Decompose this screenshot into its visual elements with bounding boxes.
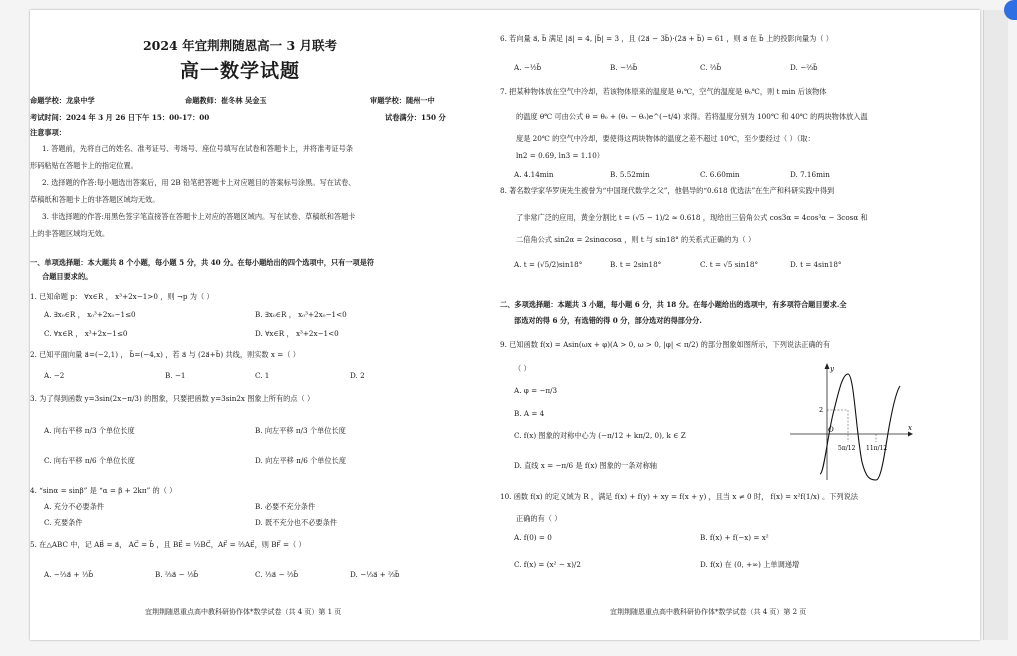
q8-option-c: C. t = √5 sin18° — [700, 260, 759, 269]
q6-option-c: C. ⅔b⃗ — [700, 63, 722, 72]
graph-y-label: y — [830, 365, 834, 373]
q3-option-c: C. 向右平移 π/6 个单位长度 — [44, 456, 135, 465]
q3-option-a: A. 向右平移 π/3 个单位长度 — [44, 426, 135, 435]
q1-option-b: B. ∃x₀∈R ， x₀³+2x₀−1<0 — [255, 310, 347, 319]
note-line: 2. 选择题的作答:每小题选出答案后，用 2B 铅笔把答题卡上对应题目的答案标号涂黑。写在试卷、 — [42, 178, 356, 187]
q1-option-c: C. ∀x∈R ， x³+2x−1≤0 — [44, 329, 128, 338]
q10-option-b: B. f(x) + f(−x) = x² — [700, 533, 769, 542]
question-7-line: 7. 把某种物体放在空气中冷却，若该物体原来的温度是 θ₁℃，空气的温度是 θ₀℃，则 t min 后该物体 — [500, 87, 827, 96]
q8-option-d: D. t = 4sin18° — [790, 260, 842, 269]
question-9-stem: 9. 已知函数 f(x) = Asin(ωx + φ)(A > 0, ω > 0, |φ| < π/2) 的部分图象如图所示，下列说法正确的有 — [500, 340, 831, 349]
page-2 — [500, 10, 920, 630]
q1-option-d: D. ∀x∈R ， x³+2x−1<0 — [255, 329, 339, 338]
q10-option-d: D. f(x) 在 (0, +∞) 上单调递增 — [700, 560, 800, 569]
q6-option-d: D. −⅔b⃗ — [790, 63, 818, 72]
q7-option-a: A. 4.14min — [514, 170, 554, 179]
question-5-stem: 5. 在△ABC 中，记 AB⃗ = a⃗， AC⃗ = b⃗ ，且 BE⃗ = ½BC⃗，AF⃗ = ⅔AE⃗，则 BF⃗ =（ ） — [30, 540, 306, 549]
graph-origin: O — [828, 426, 834, 434]
notes-title: 注意事项： — [30, 128, 66, 137]
q5-option-d: D. −⅓a⃗ + ⅔b⃗ — [350, 570, 400, 579]
question-4-stem: 4. “sinα = sinβ” 是 “α = β + 2kπ” 的（ ） — [30, 486, 177, 495]
question-7-line: 的温度 θ℃ 可由公式 θ = θ₀ + (θ₁ − θ₀)e^(−t/4) 求得。若将温度分别为 100℃ 和 40℃ 的两块物体放入温 — [516, 112, 868, 121]
note-line: 上的非答题区域均无效。 — [30, 229, 110, 238]
note-line: 1. 答题前，先将自己的姓名、准考证号、考场号、座位号填写在试卷和答题卡上，并将准考证号条 — [42, 144, 354, 153]
q4-option-b: B. 必要不充分条件 — [255, 502, 316, 511]
q2-option-b: B. −1 — [165, 371, 186, 380]
q9-option-b: B. A = 4 — [514, 409, 545, 418]
q2-option-c: C. 1 — [255, 371, 270, 380]
q10-option-a: A. f(0) = 0 — [514, 533, 552, 542]
note-line: 草稿纸和答题卡上的非答题区域均无效。 — [30, 195, 160, 204]
q4-option-d: D. 既不充分也不必要条件 — [255, 518, 337, 527]
question-3-stem: 3. 为了得到函数 y=3sin(2x−π/3) 的图象，只要把函数 y=3sin2x 图象上所有的点（ ） — [30, 394, 315, 403]
q2-option-a: A. −2 — [44, 371, 65, 380]
question-2-stem: 2. 已知平面向量 a⃗=(−2,1) ， b⃗=(−4,x) ，若 a⃗ 与 (2a⃗+b⃗) 共线，则实数 x =（ ） — [30, 350, 300, 359]
q9-option-d: D. 直线 x = −π/6 是 f(x) 图象的一条对称轴 — [514, 461, 657, 470]
floating-badge[interactable] — [1004, 0, 1017, 20]
question-8-line: 8. 著名数学家华罗庚先生被誉为“中国现代数学之父”，他倡导的“0.618 优选法”在生产和科研实践中得到 — [500, 186, 835, 195]
meta-score: 试卷满分：150 分 — [385, 113, 446, 122]
meta-teacher: 命题教师：崔冬林 吴金玉 — [185, 96, 267, 105]
question-10-line: 10. 函数 f(x) 的定义域为 R ，满足 f(x) + f(y) + xy = f(x + y) ，且当 x ≠ 0 时， f(x) = x²f(1/x) 。下列说法 — [500, 492, 858, 501]
q3-option-d: D. 向左平移 π/6 个单位长度 — [255, 456, 347, 465]
q5-option-b: B. ⅔a⃗ − ⅓b⃗ — [155, 570, 199, 579]
q5-option-c: C. ⅓a⃗ − ⅔b⃗ — [255, 570, 299, 579]
q4-option-c: C. 充要条件 — [44, 518, 83, 527]
section-2-heading: 二、多项选择题：本题共 3 小题，每小题 6 分，共 18 分。在每小题给出的选项中，有多项符合题目要求.全 — [500, 300, 847, 309]
sine-graph — [790, 362, 915, 482]
q6-option-b: B. −⅓b⃗ — [610, 63, 638, 72]
note-line: 形码粘贴在答题卡上的指定位置。 — [30, 161, 138, 170]
q3-option-b: B. 向左平移 π/3 个单位长度 — [255, 426, 346, 435]
question-8-line: 了非常广泛的应用，黄金分割比 t = (√5 − 1)/2 ≈ 0.618 ，现给出三倍角公式 cos3α = 4cos³α − 3cosα 和 — [516, 213, 868, 222]
q8-option-b: B. t = 2sin18° — [610, 260, 662, 269]
q7-option-c: C. 6.60min — [700, 170, 740, 179]
x-axis-arrow — [908, 432, 913, 437]
q2-option-d: D. 2 — [350, 371, 365, 380]
q5-option-a: A. −⅔a⃗ + ⅓b⃗ — [44, 570, 94, 579]
question-8-line: 二倍角公式 sin2α = 2sinαcosα ，则 t 与 sin18° 的关系式正确的为（ ） — [516, 235, 756, 244]
q9-option-a: A. φ = −π/3 — [514, 386, 558, 395]
exam-title: 高一数学试题 — [179, 60, 300, 82]
section-1-heading: 一、单项选择题：本大题共 8 个小题，每小题 5 分，共 40 分。在每小题给出的四个选项中，只有一项是符 — [30, 258, 375, 267]
footer-page-2: 宜荆荆随恩重点高中教科研协作体*数学试卷（共 4 页）第 2 页 — [610, 608, 807, 616]
note-line: 3. 非选择题的作答:用黑色签字笔直接答在答题卡上对应的答题区域内。写在试卷、草稿纸和答题卡 — [42, 212, 356, 221]
page-1 — [30, 10, 450, 630]
section-2-heading-cont: 部选对的得 6 分，有选错的得 0 分，部分选对的得部分分. — [514, 316, 702, 325]
question-7-line: 度是 20℃ 的空气中冷却，要使得这两块物体的温度之差不超过 10℃，至少要经过（ ）（取： — [516, 134, 815, 143]
section-1-heading-cont: 合题目要求的。 — [42, 272, 93, 281]
graph-x-label: x — [908, 424, 912, 432]
question-1-stem: 1. 已知命题 p： ∀x∈R ， x³+2x−1>0 ，则 ¬p 为（ ） — [30, 292, 214, 301]
q10-option-c: C. f(x) = (x² − x)/2 — [514, 560, 581, 569]
question-7-line: ln2 = 0.69, ln3 = 1.10） — [516, 151, 604, 160]
exam-header: 2024 年宜荆荆随恩高一 3 月联考 — [142, 38, 338, 53]
q4-option-a: A. 充分不必要条件 — [44, 502, 105, 511]
graph-tick-y: 2 — [819, 406, 824, 414]
question-9-paren: （ ） — [514, 364, 531, 373]
question-6-stem: 6. 若向量 a⃗, b⃗ 满足 |a⃗| = 4, |b⃗| = 3 ，且 (2a⃗ − 3b⃗)·(2a⃗ + b⃗) = 61 ，则 a⃗ 在 b⃗ 上的投影向量为（ ） — [500, 34, 833, 43]
graph-tick-x1: 5π/12 — [838, 445, 856, 452]
meta-reviewer: 审题学校：随州一中 — [370, 96, 435, 105]
q6-option-a: A. −½b⃗ — [514, 63, 542, 72]
q9-option-c: C. f(x) 图象的对称中心为 (−π/12 + kπ/2, 0), k ∈ Z — [514, 431, 686, 440]
q1-option-a: A. ∃x₀∈R ， x₀³+2x₀−1≤0 — [44, 310, 136, 319]
q7-option-d: D. 7.16min — [790, 170, 830, 179]
graph-tick-x2: 11π/12 — [866, 445, 888, 452]
q7-option-b: B. 5.52min — [610, 170, 650, 179]
footer-page-1: 宜荆荆随恩重点高中教科研协作体*数学试卷（共 4 页）第 1 页 — [145, 608, 342, 616]
meta-school: 命题学校：龙泉中学 — [30, 96, 95, 105]
question-10-line: 正确的有（ ） — [516, 514, 562, 523]
scrollbar[interactable] — [983, 10, 1008, 640]
meta-time: 考试时间：2024 年 3 月 26 日下午 15：00-17：00 — [30, 113, 210, 122]
q8-option-a: A. t = (√5/2)sin18° — [514, 260, 583, 269]
y-axis-arrow — [825, 363, 830, 369]
